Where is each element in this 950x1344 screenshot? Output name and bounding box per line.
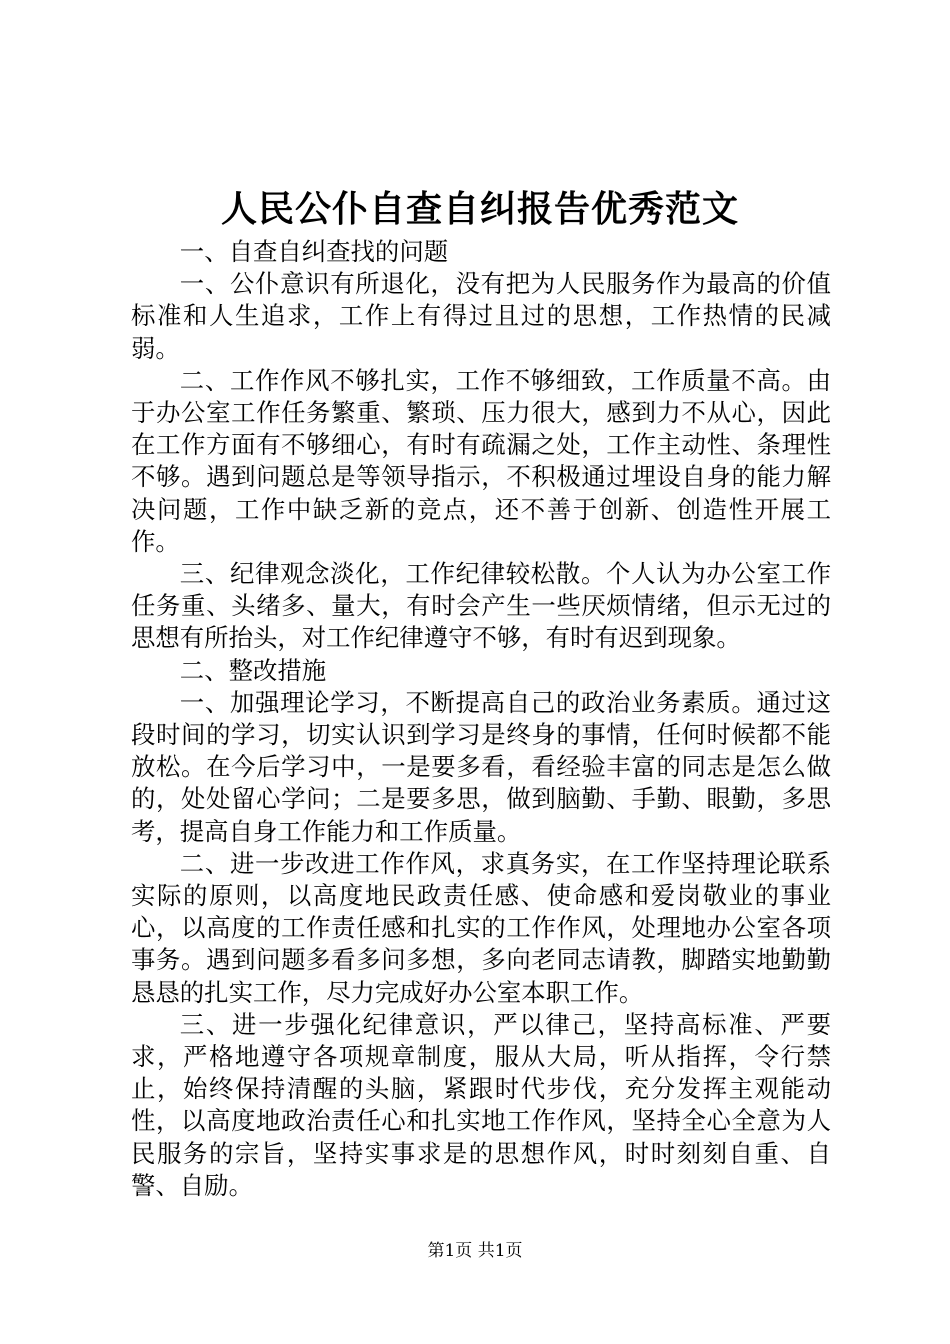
paragraph-problem-1: 一、公仆意识有所退化，没有把为人民服务作为最高的价值标准和人生追求，工作上有得过且过的思想，工作热情的民减弱。 (131, 269, 831, 363)
section-heading-measures: 二、整改措施 (179, 655, 327, 685)
paragraph-problem-2: 二、工作作风不够扎实，工作不够细致，工作质量不高。由于办公室工作任务繁重、繁琐、压力很大，感到力不从心，因此在工作方面有不够细心，有时有疏漏之处，工作主动性、条理性不够。遇到问题总是等领导指示，不积极通过埋设自身的能力解决问题，工作中缺乏新的竞点，还不善于创新、创造性开展工作。 (131, 365, 831, 556)
page-number-footer: 第1页 共1页 (427, 1241, 523, 1261)
paragraph-measure-3: 三、进一步强化纪律意识，严以律己，坚持高标准、严要求，严格地遵守各项规章制度，服从大局，听从指挥，令行禁止，始终保持清醒的头脑，紧跟时代步伐，充分发挥主观能动性，以高度地政治责任心和扎实地工作作风，坚持全心全意为人民服务的宗旨，坚持实事求是的思想作风，时时刻刻自重、自警、自励。 (131, 1009, 831, 1200)
paragraph-measure-1: 一、加强理论学习，不断提高自己的政治业务素质。通过这段时间的学习，切实认识到学习是终身的事情，任何时候都不能放松。在今后学习中，一是要多看，看经验丰富的同志是怎么做的，处处留心学问；二是要多思，做到脑勤、手勤、眼勤，多思考，提高自身工作能力和工作质量。 (131, 687, 831, 846)
document-title: 人民公仆自查自纠报告优秀范文 (220, 188, 739, 230)
section-heading-problems: 一、自查自纠查找的问题 (179, 237, 449, 266)
paragraph-problem-3: 三、纪律观念淡化，工作纪律较松散。个人认为办公室工作任务重、头绪多、量大，有时会产生一些厌烦情绪，但示无过的思想有所抬头，对工作纪律遵守不够，有时有迟到现象。 (131, 559, 831, 653)
paragraph-measure-2: 二、进一步改进工作作风，求真务实，在工作坚持理论联系实际的原则，以高度地民政责任感、使命感和爱岗敬业的事业心，以高度的工作责任感和扎实的工作作风，处理地办公室各项事务。遇到问题多看多问多想，多向老同志请教，脚踏实地勤勤恳恳的扎实工作，尽力完成好办公室本职工作。 (131, 848, 831, 1007)
document-body (131, 236, 831, 1202)
